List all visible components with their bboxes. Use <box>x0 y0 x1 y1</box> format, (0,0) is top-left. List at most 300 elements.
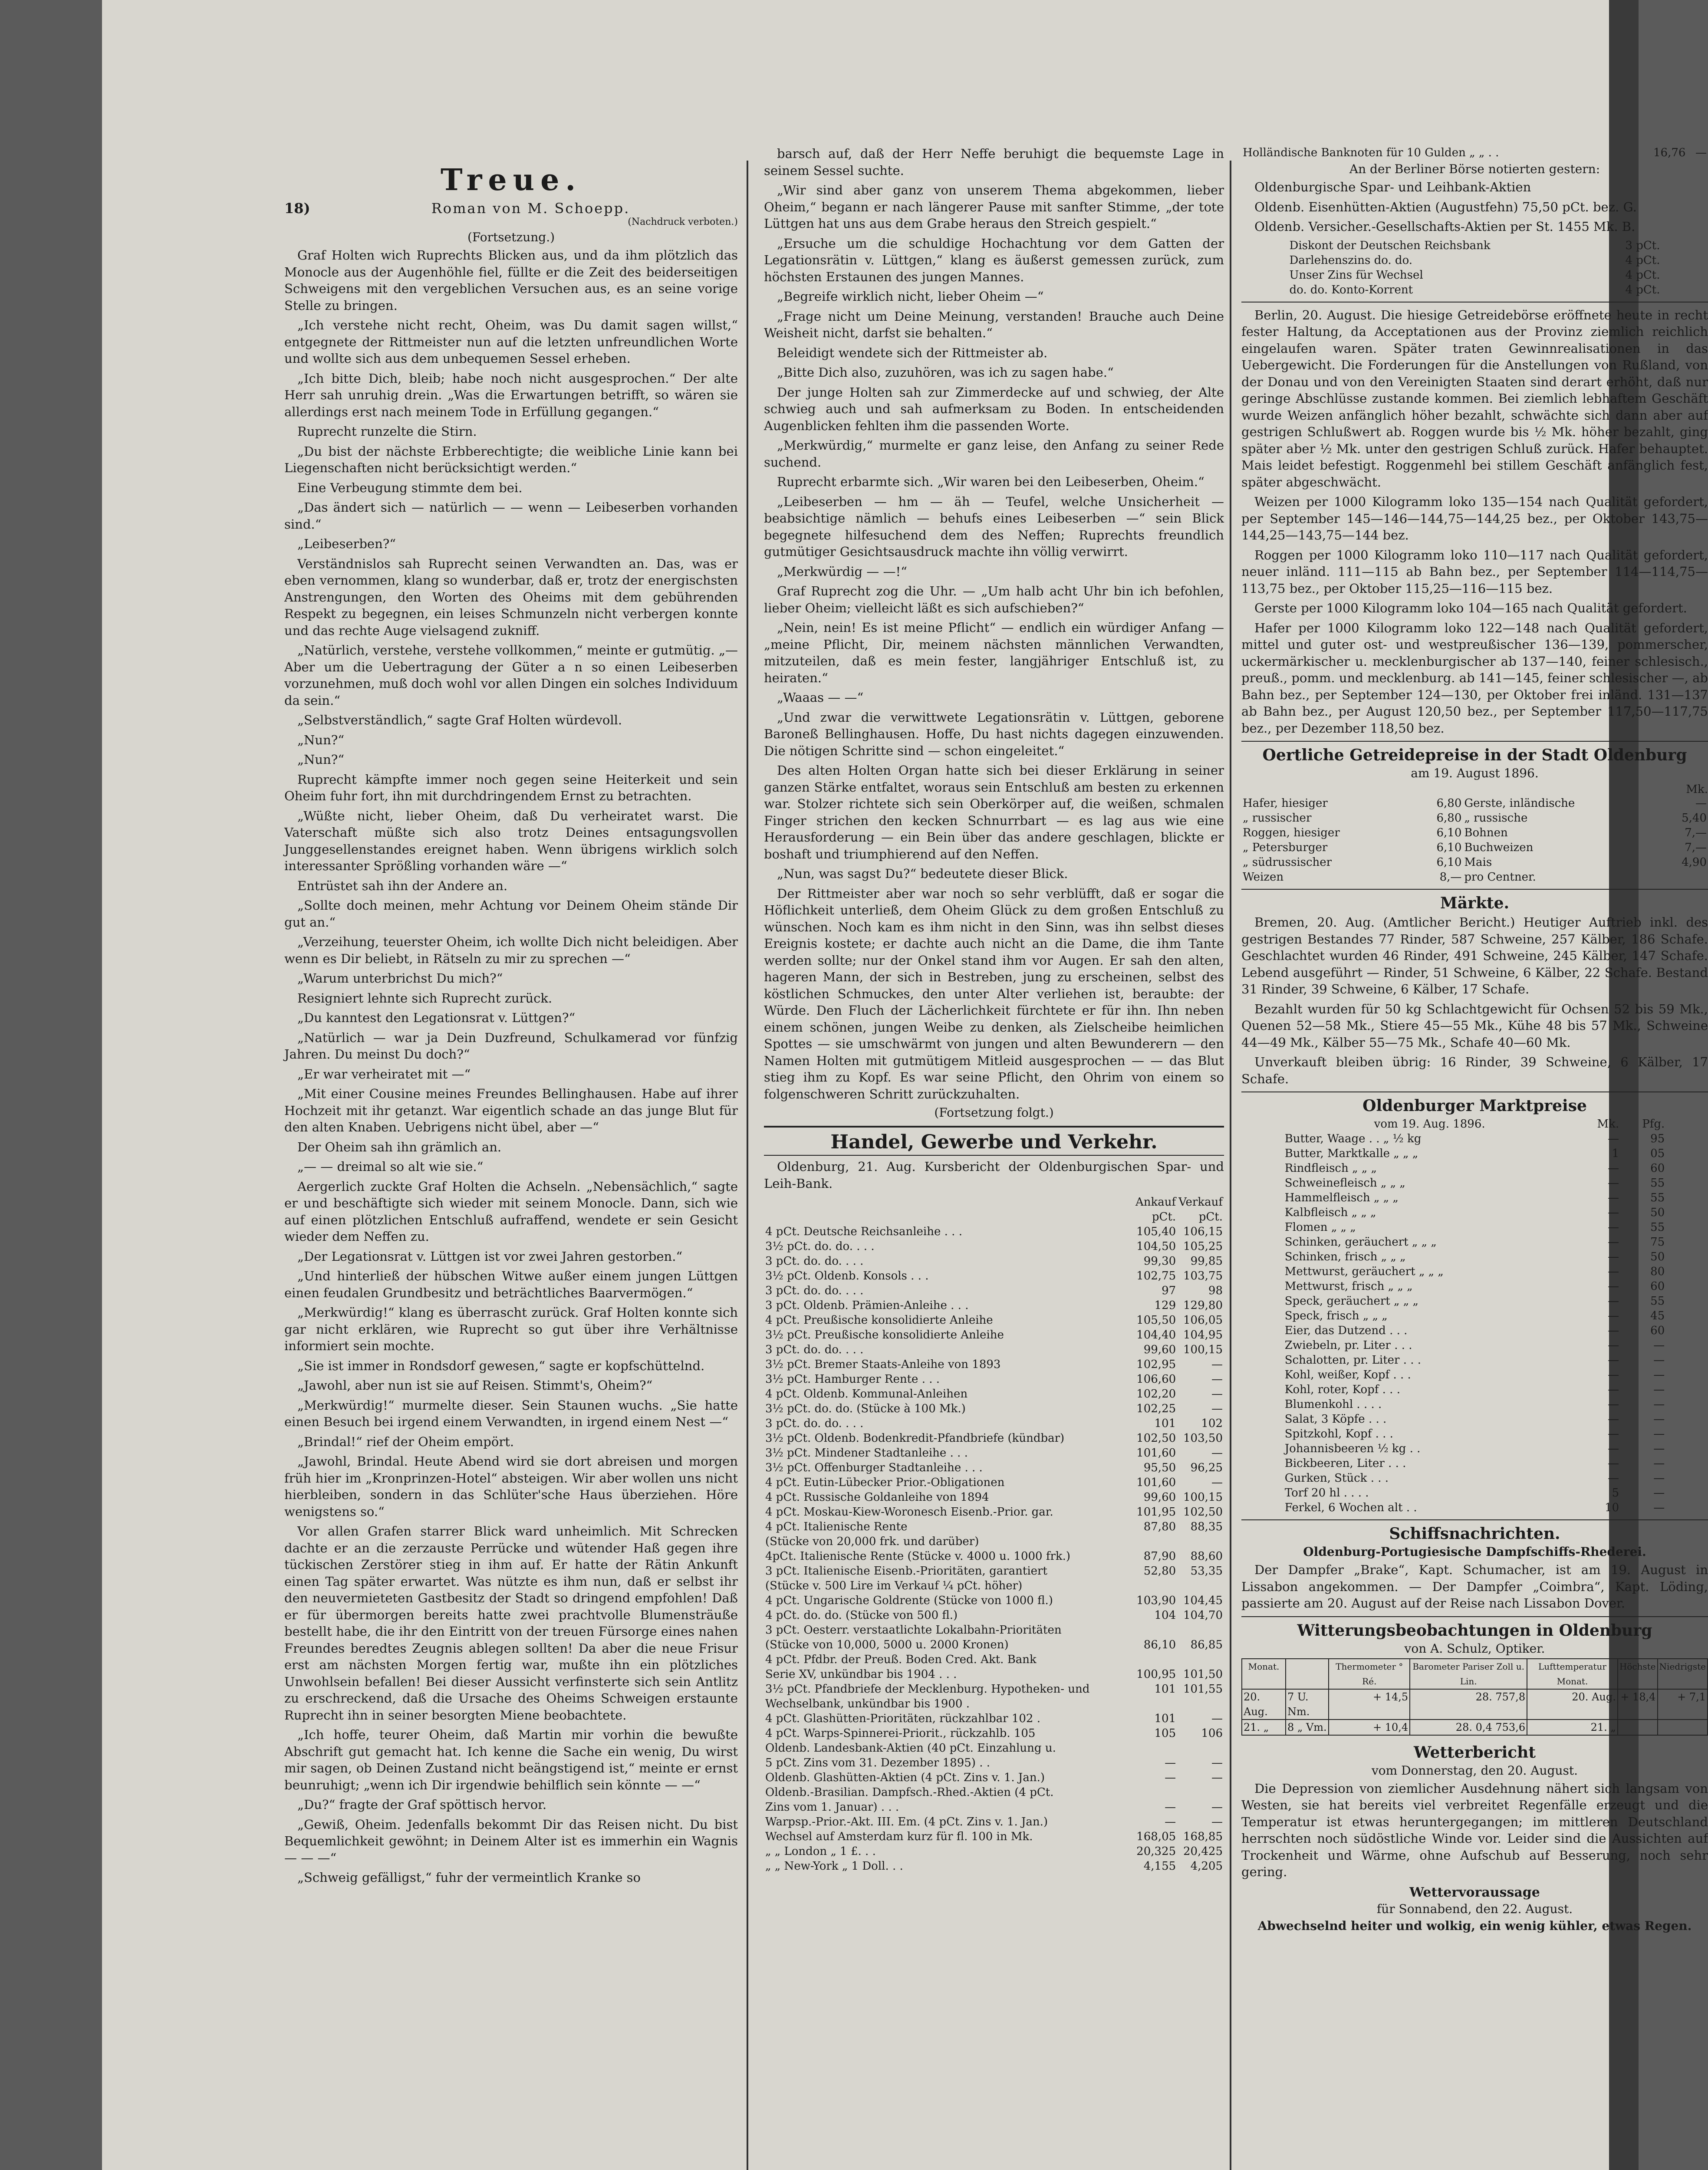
paragraph: „Ich bitte Dich, bleib; habe noch nicht ausgesprochen.“ Der alte Herr sah unruhig drein. „Was die Erwartungen betrifft, so wären sie allerdings erst nach meinem Tode in Erfüllung gegangen.“ <box>284 371 738 419</box>
table-cell: Darlehenszins do. do. <box>1289 253 1413 267</box>
table-cell: 106 <box>1201 1727 1223 1740</box>
table-row <box>1283 1412 1666 1427</box>
table-cell: 3½ pCt. do. do. (Stücke à 100 Mk.) <box>765 1402 966 1415</box>
table-cell: „ „ London „ 1 £. . . <box>765 1845 876 1858</box>
table-row <box>764 1844 1224 1859</box>
table-row <box>1288 268 1662 283</box>
paragraph: „Brindal!“ rief der Oheim empört. <box>297 1434 514 1449</box>
table-cell: 4 pCt. do. do. (Stücke von 500 fl.) <box>765 1609 958 1622</box>
paragraph: Oldenb. Eisenhütten-Aktien (Augustfehn) 75,50 pCt. bez. G. <box>1254 199 1637 214</box>
table-cell: — <box>1608 1236 1619 1249</box>
paragraph: Resigniert lehnte sich Ruprecht zurück. <box>297 990 553 1006</box>
table-cell: 4 pCt. Ungarische Goldrente (Stücke von 1000 fl.) <box>765 1594 1053 1607</box>
table-cell: Eier, das Dutzend . . . <box>1284 1324 1408 1337</box>
table-cell: — <box>1608 1162 1619 1175</box>
table-header <box>1242 1659 1708 1689</box>
table-row <box>1283 1249 1666 1264</box>
table-cell: 103,50 <box>1183 1432 1223 1445</box>
table-cell: 4 pCt. Pfdbr. der Preuß. Boden Cred. Akt. Bank <box>765 1653 1037 1666</box>
table-cell: Butter, Marktkalle „ „ „ <box>1284 1147 1418 1160</box>
table-cell: — <box>1608 1221 1619 1234</box>
table-cell: (Stücke v. 500 Lire im Verkauf ¼ pCt. höher) <box>765 1579 1023 1592</box>
table-cell: 104,95 <box>1183 1328 1223 1341</box>
table-cell: Kalbfleisch „ „ „ <box>1284 1206 1376 1219</box>
table-header-cell <box>1286 1659 1329 1689</box>
divider <box>1241 1616 1708 1617</box>
table-cell: — <box>1165 1801 1176 1814</box>
continuation-note: (Fortsetzung.) <box>467 230 555 244</box>
paragraph: „Merkwürdig — —!“ <box>777 564 907 579</box>
table-cell: 105 <box>1154 1727 1176 1740</box>
table-cell: — <box>1165 1756 1176 1769</box>
paragraph: „Wir sind aber ganz von unserem Thema abgekommen, lieber Oheim,“ begann er nach längerer Pause mit sanfter Stimme, „der tote Lüttgen hat uns aus dem Grabe heraus den Streich gespielt.“ <box>764 183 1224 231</box>
table-cell <box>1134 1578 1177 1593</box>
table-cell: 129 <box>1154 1299 1176 1312</box>
table-cell: 100,15 <box>1183 1491 1223 1504</box>
table-row <box>764 1490 1224 1505</box>
table-row <box>1283 1427 1666 1441</box>
table-row <box>1283 1441 1666 1456</box>
table-cell: Serie XV, unkündbar bis 1904 . . . <box>765 1668 957 1681</box>
paragraph: „Der Legationsrat v. Lüttgen ist vor zwei Jahren gestorben.“ <box>297 1249 683 1264</box>
to-be-continued: (Fortsetzung folgt.) <box>934 1105 1054 1120</box>
table-cell: — <box>1695 797 1707 810</box>
table-cell: — <box>1653 1501 1665 1514</box>
table-row <box>1283 1235 1666 1249</box>
table-row <box>1288 238 1662 253</box>
table-cell: — <box>1608 1309 1619 1322</box>
table-header-cell <box>764 1210 1134 1224</box>
paragraph: Bezahlt wurden für 50 kg Schlachtgewicht für Ochsen 52 bis 59 Mk., Quenen 52—58 Mk., Stiere 45—55 Mk., Kühe 48 bis 57 Mk., Schweine 44—49 Mk., Kälber 55—75 Mk., Schafe 40—60 Mk. <box>1241 1001 1708 1050</box>
paragraph: „Sollte doch meinen, mehr Achtung vor Deinem Oheim stände Dir gut an.“ <box>284 898 738 930</box>
table-row <box>1283 1131 1666 1146</box>
table-row <box>764 1239 1224 1254</box>
table-cell: 101,55 <box>1183 1683 1223 1696</box>
table-row <box>764 1224 1224 1239</box>
table-row <box>764 1401 1224 1416</box>
paragraph: „Mit einer Cousine meines Freundes Bellinghausen. Habe auf ihrer Hochzeit mit ihr getanzt. War eigentlich schade an das junge Blut für den alten Knaben. Uebrigens nicht übel, aber —“ <box>284 1086 738 1134</box>
paragraph: „Merkwürdig!“ klang es überrascht zurück. Graf Holten konnte sich gar nicht erklären, wie Ruprecht so gut über ihre Verhältnisse informiert sein mochte. <box>284 1305 738 1353</box>
table-cell: 101 <box>1154 1712 1176 1725</box>
table-cell <box>1177 1785 1224 1800</box>
table-row <box>764 1328 1224 1342</box>
table-header-cell: Mk. <box>1597 1118 1619 1131</box>
table-cell: Oldenb. Glashütten-Aktien (4 pCt. Zins v. 1. Jan.) <box>765 1771 1045 1784</box>
table-cell: 106,15 <box>1183 1225 1223 1238</box>
novel-author: Roman von M. Schoepp. <box>431 200 630 217</box>
paragraph: Oldenburgische Spar- und Leihbank-Aktien <box>1254 180 1531 194</box>
table-row <box>1241 796 1708 811</box>
paragraph: Graf Ruprecht zog die Uhr. — „Um halb acht Uhr bin ich befohlen, lieber Oheim; vielleicht läßt es sich aufschieben?“ <box>764 584 1224 615</box>
table-cell <box>1134 1652 1177 1667</box>
table-row <box>764 1593 1224 1608</box>
table-cell: 102,75 <box>1136 1269 1176 1282</box>
paragraph: „Jawohl, Brindal. Heute Abend wird sie dort abreisen und morgen früh hier im „Kronprinzen-Hotel“ absteigen. Wir aber wollen uns nicht hierbleiben, sondern in das Schlüter'sche Haus überziehen. Höre wenigstens so.“ <box>284 1454 738 1519</box>
column-rule <box>1230 161 1231 2170</box>
shipping-news-text: Der Dampfer „Brake“, Kapt. Schumacher, ist am 19. August in Lissabon angekommen. — Der Dampfer „Coimbra“, Kapt. Löding, passierte am 20. August auf der Reise nach Lissabon Dover. <box>1241 1562 1708 1611</box>
table-row <box>1283 1220 1666 1235</box>
paragraph: Vor allen Grafen starrer Blick ward unheimlich. Mit Schrecken dachte er an die zerzauste Perrücke und wütender Haß gegen ihre tückischen Zerstörer stieg in ihm auf. Er hatte der Rätin Ankunft einen Tag später erwartet. Was nützte es ihm nun, daß er selbst ihr den neuvermieteten Gastbesitz der Stadt so dringend empfohlen! Daß er für übermorgen bereits hatte zwei prachtvolle Blumensträuße bestellt habe, die ihr den Eintritt von der treuen Fürsorge eines nahen Freundes beredtes Zeugnis ablegen sollten! Da aber die neue Frisur erst am nächsten Morgen fertig war, mußte ihn ein plötzliches Unwohlsein befallen! Bei dieser Aussicht verfinsterte sich sein Antlitz zu erschreckend, daß die Ursache des Oheims Schweigen erstaunte Ruprecht ihn in seiner besorgten Miene beobachtete. <box>284 1524 738 1723</box>
paragraph: „Nun, was sagst Du?“ bedeutete dieser Blick. <box>777 866 1068 881</box>
local-grain-prices-date: am 19. August 1896. <box>1411 766 1539 780</box>
paragraph: „Ersuche um die schuldige Hochachtung vor dem Gatten der Legationsrätin v. Lüttgen,“ klang es äußerst gemessen zurück, zum höchsten Erstaunen des jungen Mannes. <box>764 236 1224 284</box>
table-cell: 3 pCt. do. do. . . . <box>765 1255 864 1268</box>
table-cell: 99,30 <box>1143 1255 1176 1268</box>
paragraph: Gerste per 1000 Kilogramm loko 104—165 nach Qualität gefordert. <box>1254 601 1687 615</box>
table-cell: — <box>1653 1354 1665 1367</box>
table-cell: (Stücke von 20,000 frk. und darüber) <box>765 1535 979 1548</box>
table-cell: Ferkel, 6 Wochen alt . . <box>1284 1501 1417 1514</box>
table-cell: Hammelfleisch „ „ „ <box>1284 1191 1399 1204</box>
table-cell: 60 <box>1650 1162 1665 1175</box>
paragraph: „Das ändert sich — natürlich — — wenn — Leibeserben vorhanden sind.“ <box>284 500 738 532</box>
table-row <box>764 1652 1224 1667</box>
table-cell <box>1177 1623 1224 1637</box>
table-cell: Salat, 3 Köpfe . . . <box>1284 1413 1387 1426</box>
table-cell: — <box>1211 1387 1223 1401</box>
paragraph: „Nun?“ <box>297 732 345 747</box>
novel-text-continued <box>764 145 1224 1102</box>
table-cell: 102,50 <box>1136 1432 1176 1445</box>
table-row <box>764 1519 1224 1534</box>
table-row <box>764 1726 1224 1741</box>
table-cell: Spitzkohl, Kopf . . . <box>1284 1427 1393 1440</box>
interest-rate-table <box>1288 238 1662 297</box>
table-cell: 28. 0,4 753,6 <box>1410 1720 1527 1735</box>
weather-report-date: vom Donnerstag, den 20. August. <box>1371 1763 1578 1778</box>
berlin-exchange-intro: An der Berliner Börse notierten gestern: <box>1349 162 1600 176</box>
table-cell: 6,80 <box>1436 812 1462 825</box>
paragraph: „Begreife wirklich nicht, lieber Oheim —“ <box>777 289 1044 304</box>
table-cell: 4 pCt. <box>1625 253 1660 267</box>
paragraph: „Ich hoffe, teurer Oheim, daß Martin mir vorhin die bewußte Abschrift gut gemacht hat. Ich kenne die Sache ein wenig, Du wirst mir sagen, ob Deinen Zustand nicht beängstigend ist,“ meinte er ernst beunruhigt; „wenn ich Dir irgendwie behilflich sein könnte — —“ <box>284 1727 738 1792</box>
table-cell: 88,60 <box>1190 1550 1223 1563</box>
table-cell: — <box>1211 1402 1223 1415</box>
table-cell: Wechsel auf Amsterdam kurz für fl. 100 in Mk. <box>765 1830 1033 1843</box>
table-cell: 3½ pCt. Preußische konsolidierte Anleihe <box>765 1328 1004 1341</box>
paragraph: Ruprecht runzelte die Stirn. <box>297 424 477 439</box>
paragraph: „Natürlich, verstehe, verstehe vollkommen,“ meinte er gutmütig. „— Aber um die Uebertragung der Güter a n so einen Leibeserben vorzunehmen, muß doch wohl vor allen Dingen ein solches Individuum da sein.“ <box>284 643 738 708</box>
table-row <box>1283 1456 1666 1471</box>
table-cell: 55 <box>1650 1295 1665 1308</box>
paragraph: Ruprecht kämpfte immer noch gegen seine Heiterkeit und sein Oheim fuhr fort, ihn mit durchdringendem Ernst zu betrachten. <box>284 772 738 803</box>
table-header-cell <box>764 1195 1134 1210</box>
table-row <box>1241 825 1708 840</box>
table-cell: Kohl, roter, Kopf . . . <box>1284 1383 1400 1396</box>
table-row <box>764 1682 1224 1711</box>
table-cell: + 10,4 <box>1329 1720 1410 1735</box>
table-cell: 6,80 <box>1436 797 1462 810</box>
table-cell: 104,45 <box>1183 1594 1223 1607</box>
table-cell: 4 pCt. Preußische konsolidierte Anleihe <box>765 1314 993 1327</box>
table-cell <box>1660 870 1708 884</box>
market-date: vom 19. Aug. 1896. <box>1374 1118 1485 1131</box>
table-row <box>764 1475 1224 1490</box>
price-unit: Mk. <box>1686 783 1708 796</box>
table-cell: Diskont der Deutschen Reichsbank <box>1289 239 1491 252</box>
table-cell: 7,— <box>1685 841 1707 854</box>
table-cell: 87,90 <box>1143 1550 1176 1563</box>
paragraph: Weizen per 1000 Kilogramm loko 135—154 nach Qualität gefordert, per September 145—146—144,75—144,25 bez., per Oktober 143,75—144,25—143,75—144 bez. <box>1241 494 1708 542</box>
table-row <box>1283 1471 1666 1486</box>
table-cell: 129,80 <box>1183 1299 1223 1312</box>
table-cell: 55 <box>1650 1191 1665 1204</box>
table-cell: — <box>1608 1383 1619 1396</box>
table-cell: — <box>1608 1324 1619 1337</box>
table-cell: 4 pCt. Italienische Rente <box>765 1520 908 1533</box>
table-cell: 86,10 <box>1143 1638 1176 1651</box>
table-header-cell: Barometer Pariser Zoll u. Lin. <box>1410 1659 1527 1689</box>
paragraph: Der junge Holten sah zur Zimmerdecke auf und schwieg, der Alte schwieg auch und sah aufmerksam zu Boden. In entscheidenden Augenblicken fehlten ihm die passenden Worte. <box>764 385 1224 433</box>
table-cell: — <box>1211 1358 1223 1371</box>
table-cell: Schinken, frisch „ „ „ <box>1284 1250 1406 1263</box>
paragraph: „Merkwürdig!“ murmelte dieser. Sein Staunen wuchs. „Sie hatte einen Besuch bei irgend einem Verwandten, in irgend einem Nest —“ <box>284 1397 738 1429</box>
table-row <box>764 1608 1224 1623</box>
paragraph: „Leibeserben — hm — äh — Teufel, welche Unsicherheit — beabsichtige nämlich — behufs eines Leibeserben —“ sein Blick begegnete hilfesuchend dem des Neffen; Ruprechts freundlich gutmütiger Gesichtsausdruck machte ihn völlig verwirrt. <box>764 494 1224 559</box>
paragraph: Unverkauft bleiben übrig: 16 Rinder, 39 Schweine, 6 Kälber, 17 Schafe. <box>1241 1055 1708 1086</box>
table-cell: 28. 757,8 <box>1410 1689 1527 1720</box>
table-row <box>1241 840 1708 855</box>
table-cell: 87,80 <box>1143 1520 1176 1533</box>
table-cell: — <box>1653 1427 1665 1440</box>
table-cell: — <box>1211 1712 1223 1725</box>
table-cell: — <box>1653 1339 1665 1352</box>
table-header-cell: pCt. <box>1198 1210 1223 1223</box>
weather-forecast-text: Abwechselnd heiter und wolkig, ein wenig kühler, etwas Regen. <box>1257 1918 1692 1933</box>
table-row <box>1283 1368 1666 1382</box>
table-cell: pro Centner. <box>1464 871 1536 884</box>
table-cell: — <box>1608 1206 1619 1219</box>
table-cell: 103,90 <box>1136 1594 1176 1607</box>
novel-title: Treue. <box>440 163 582 197</box>
paragraph: Graf Holten wich Ruprechts Blicken aus, und da ihm plötzlich das Monocle aus der Augenhöhle fiel, füllte er die Zeit des beiderseitigen Schweigens mit den vergeblichen Versuchen aus, es an seine vorige Stelle zu bringen. <box>284 248 738 313</box>
table-cell: 1 <box>1612 1147 1619 1160</box>
table-cell <box>1177 1534 1224 1549</box>
table-cell: 20. Aug. <box>1242 1689 1286 1720</box>
table-cell: 4 pCt. Glashütten-Prioritäten, rückzahlbar 102 . <box>765 1712 1040 1725</box>
berlin-exchange-lines <box>1241 179 1708 235</box>
table-cell <box>1177 1652 1224 1667</box>
table-cell: 53,35 <box>1190 1565 1223 1578</box>
table-cell: + 14,5 <box>1329 1689 1410 1720</box>
table-cell: — <box>1211 1476 1223 1489</box>
table-cell: 45 <box>1650 1309 1665 1322</box>
table-header-cell: Monat. <box>1242 1659 1286 1689</box>
table-cell: 21. „ <box>1527 1720 1618 1735</box>
table-row <box>764 1623 1224 1637</box>
table-cell: Zwiebeln, pr. Liter . . . <box>1284 1339 1412 1352</box>
table-cell: — <box>1608 1442 1619 1455</box>
paragraph: Oldenb. Versicher.-Gesellschafts-Aktien per St. 1455 Mk. B. <box>1254 219 1636 234</box>
table-cell: 3 pCt. Oesterr. verstaatlichte Lokalbahn-Prioritäten <box>765 1624 1062 1637</box>
table-cell: 52,80 <box>1143 1565 1176 1578</box>
table-cell: 50 <box>1650 1206 1665 1219</box>
table-row <box>764 1637 1224 1652</box>
table-cell: Unser Zins für Wechsel <box>1289 268 1423 282</box>
table-cell: — <box>1653 1413 1665 1426</box>
table-row <box>764 1741 1224 1756</box>
table-cell: Oldenb.-Brasilian. Dampfsch.-Rhed.-Aktien (4 pCt. <box>765 1786 1054 1799</box>
table-cell: 3 pCt. Italienische Eisenb.-Prioritäten, garantiert <box>765 1565 1047 1578</box>
table-cell: 101 <box>1154 1417 1176 1430</box>
table-cell: — <box>1653 1442 1665 1455</box>
table-row <box>1283 1382 1666 1397</box>
table-row <box>764 1770 1224 1785</box>
table-cell: — <box>1608 1368 1619 1381</box>
weather-report-text: Die Depression von ziemlicher Ausdehnung nähert sich langsam von Westen, sie hat bereits viel verbreitet Regenfälle erzeugt und die Temperatur ist etwas heruntergegangen; im mittleren Deutschland herrschten noch südöstliche Winde vor. Leider sind die Aussichten auf Trockenheit und Wärme, ohne Aufschub auf Besserung, noch sehr gering. <box>1241 1781 1708 1879</box>
paragraph: „Jawohl, aber nun ist sie auf Reisen. Stimmt's, Oheim?“ <box>297 1378 653 1393</box>
table-cell: 102 <box>1201 1417 1223 1430</box>
table-cell: — <box>1608 1427 1619 1440</box>
table-cell: Schalotten, pr. Liter . . . <box>1284 1354 1422 1367</box>
banknote-row <box>1241 145 1708 160</box>
exchange-report-intro: Oldenburg, 21. Aug. Kursbericht der Oldenburgischen Spar- und Leih-Bank. <box>764 1159 1224 1191</box>
table-cell: 3½ pCt. Oldenb. Konsols . . . <box>765 1269 929 1282</box>
paragraph: „Wüßte nicht, lieber Oheim, daß Du verheiratet warst. Die Vaterschaft müßte sich also trotz Deines entsagungsvollen Junggesellenstandes ereignet haben. Wenn übrigens wirklich solch interessanter Sprößling vorhanden wäre —“ <box>284 808 738 873</box>
paragraph: Der Rittmeister aber war noch so sehr verblüfft, daß er sogar die Höflichkeit unterließ, dem Oheim Glück zu dem großen Entschluß zu wünschen. Noch kam es ihm nicht in den Sinn, was ihn selbst dieses Ereignis kostete; er dachte auch nicht an die Dame, die ihm Tante werden sollte; nur der Onkel stand ihm vor Augen. Er sah den alten, hageren Mann, der sich in Bestreben, jung zu erscheinen, selbst des köstlichen Schmuckes, den unter Alter verliehen ist, beraubte: der Würde. Den Fluch der Lächerlichkeit fürchtete er für ihn. Ihn neben einem schönen, jungen Weibe zu denken, als Zielscheibe heimlichen Spottes — sie umschwärmt von jungen und alten Bewunderern — den Namen Holten mit gutmütigem Mitleid ausgesprochen — — das Blut stieg ihm zu Kopf. Es war seine Pflicht, den Ohrim von einem so folgenschweren Schritt zurückzuhalten. <box>764 886 1224 1101</box>
table-row <box>764 1505 1224 1519</box>
column-novel-and-finance <box>764 145 1224 1874</box>
table-cell: — <box>1608 1354 1619 1367</box>
table-row <box>1283 1176 1666 1190</box>
table-cell: 21. „ <box>1242 1720 1286 1735</box>
table-cell: 5,40 <box>1682 812 1707 825</box>
table-header <box>1283 1117 1666 1131</box>
paragraph: „Du?“ fragte der Graf spöttisch hervor. <box>297 1797 547 1812</box>
table-row <box>764 1269 1224 1283</box>
table-cell: Blumenkohl . . . . <box>1284 1398 1382 1411</box>
table-cell: 4 pCt. <box>1625 283 1660 296</box>
table-cell: 3 pCt. do. do. . . . <box>765 1284 864 1297</box>
table-row <box>1283 1323 1666 1338</box>
table-cell: Bickbeeren, Liter . . . <box>1284 1457 1406 1470</box>
table-cell: 102,50 <box>1183 1506 1223 1519</box>
table-cell: 16,76 <box>1653 146 1686 159</box>
table-cell: Mettwurst, geräuchert „ „ „ <box>1284 1265 1444 1278</box>
paragraph: „Und hinterließ der hübschen Witwe außer einem jungen Lüttgen einen feudalen Grundbesitz und beträchtliches Baarvermögen.“ <box>284 1269 738 1300</box>
table-cell <box>1658 1720 1708 1735</box>
table-cell: 6,10 <box>1436 856 1462 869</box>
table-cell: 3 pCt. do. do. . . . <box>765 1343 864 1356</box>
table-cell: 101,50 <box>1183 1668 1223 1681</box>
table-cell: — <box>1653 1368 1665 1381</box>
table-cell: — <box>1608 1413 1619 1426</box>
table-cell: 4 pCt. Eutin-Lübecker Prior.-Obligationen <box>765 1476 1005 1489</box>
table-cell: Bohnen <box>1464 826 1508 839</box>
table-cell: — <box>1211 1373 1223 1386</box>
table-row <box>1283 1309 1666 1323</box>
table-cell: 99,60 <box>1143 1491 1176 1504</box>
paragraph: „Bitte Dich also, zuzuhören, was ich zu sagen habe.“ <box>777 365 1114 380</box>
paragraph: „Merkwürdig,“ murmelte er ganz leise, den Anfang zu seiner Rede suchend. <box>764 438 1224 470</box>
column-rule <box>747 161 748 2170</box>
table-cell: 98 <box>1208 1284 1223 1297</box>
table-cell: Oldenb. Landesbank-Aktien (40 pCt. Einzahlung u. <box>765 1742 1056 1755</box>
paragraph: „Waaas — —“ <box>777 690 864 705</box>
table-cell: 8 „ Vm. <box>1286 1720 1329 1735</box>
table-cell: 50 <box>1650 1250 1665 1263</box>
table-cell: — <box>1653 1457 1665 1470</box>
table-cell: 7,— <box>1685 826 1707 839</box>
table-cell: Gurken, Stück . . . <box>1284 1472 1389 1485</box>
table-cell: 6,10 <box>1436 841 1462 854</box>
paragraph: „Nein, nein! Es ist meine Pflicht“ — endlich ein würdiger Anfang — „meine Pflicht, Dir, meinem nächsten männlichen Verwandten, mitzuteilen, daß es mein fester, langjähriger Entschluß ist, zu heiraten.“ <box>764 620 1224 685</box>
table-cell: 80 <box>1650 1265 1665 1278</box>
table-cell: 4 pCt. Warps-Spinnerei-Priorit., rückzahlb. 105 <box>765 1727 1036 1740</box>
table-cell: Mettwurst, frisch „ „ „ <box>1284 1280 1413 1293</box>
table-cell: — <box>1165 1771 1176 1784</box>
table-cell: Johannisbeeren ½ kg . . <box>1284 1442 1421 1455</box>
table-cell: 95,50 <box>1143 1461 1176 1474</box>
table-cell: 4 pCt. Russische Goldanleihe von 1894 <box>765 1491 989 1504</box>
table-row <box>1283 1205 1666 1220</box>
table-row <box>764 1785 1224 1800</box>
table-cell: 88,35 <box>1190 1520 1223 1533</box>
table-row <box>764 1431 1224 1446</box>
table-row <box>1283 1161 1666 1176</box>
table-cell <box>1134 1741 1177 1756</box>
table-cell: Speck, geräuchert „ „ „ <box>1284 1295 1418 1308</box>
table-row <box>1283 1500 1666 1515</box>
table-header-cell: Niedrigste <box>1658 1659 1708 1689</box>
table-row <box>1283 1190 1666 1205</box>
table-cell: 3½ pCt. Bremer Staats-Anleihe von 1893 <box>765 1358 1001 1371</box>
table-row <box>1283 1338 1666 1353</box>
table-row <box>764 1416 1224 1431</box>
table-cell: 96,25 <box>1190 1461 1223 1474</box>
table-cell: 105,50 <box>1136 1314 1176 1327</box>
table-cell: Schweinefleisch „ „ „ <box>1284 1177 1405 1190</box>
table-cell: 5 pCt. Zins vom 31. Dezember 1895) . . <box>765 1756 990 1769</box>
table-row <box>1241 811 1708 825</box>
paragraph: Des alten Holten Organ hatte sich bei dieser Erklärung in seiner ganzen Stärke entfaltet, woraus sein Entschluß am besten zu erkennen war. Stolzer richtete sich sein Oberkörper auf, die weißen, schmalen Finger strichen den kecken Schnurrbart — es lag aus wie eine Herausforderung — ein Bein über das andere geschlagen, blickte er boshaft und triumphierend auf den Neffen. <box>764 763 1224 861</box>
table-row <box>764 1578 1224 1593</box>
table-header-units <box>764 1210 1224 1224</box>
table-cell: Speck, frisch „ „ „ <box>1284 1309 1388 1322</box>
table-cell: — <box>1653 1398 1665 1411</box>
table-cell: 106,05 <box>1183 1314 1223 1327</box>
table-cell: 99,85 <box>1190 1255 1223 1268</box>
table-cell: 168,05 <box>1136 1830 1176 1843</box>
table-cell: — <box>1211 1447 1223 1460</box>
table-cell: — <box>1608 1280 1619 1293</box>
paragraph: Bremen, 20. Aug. (Amtlicher Bericht.) Heutiger Auftrieb inkl. des gestrigen Bestandes 77 Rinder, 587 Schweine, 257 Kälber, 186 Schafe. Geschlachtet wurden 46 Rinder, 491 Schweine, 245 Kälber, 147 Schafe. Lebend ausgeführt — Rinder, 51 Schweine, 6 Kälber, 22 Schafe. Bestand 31 Rinder, 39 Schweine, 6 Kälber, 17 Schafe. <box>1241 915 1708 996</box>
table-cell: 102,25 <box>1136 1402 1176 1415</box>
table-row <box>764 1298 1224 1313</box>
table-cell: 3½ pCt. Offenburger Stadtanleihe . . . <box>765 1461 983 1474</box>
paragraph: „Du bist der nächste Erbberechtigte; die weibliche Linie kann bei Liegenschaften nicht berücksichtigt werden.“ <box>284 444 738 475</box>
table-cell: 86,85 <box>1190 1638 1223 1651</box>
table-cell: — <box>1608 1177 1619 1190</box>
table-cell <box>1177 1578 1224 1593</box>
table-row <box>764 1859 1224 1874</box>
shipping-company: Oldenburg-Portugiesische Dampfschiffs-Rhederei. <box>1303 1545 1646 1559</box>
table-cell: 20,425 <box>1183 1845 1223 1858</box>
table-cell: 3½ pCt. Mindener Stadtanleihe . . . <box>765 1447 968 1460</box>
market-price-table <box>1283 1117 1666 1515</box>
table-cell: 101,60 <box>1136 1447 1176 1460</box>
table-cell: 100,95 <box>1136 1668 1176 1681</box>
table-cell: „ „ New-York „ 1 Doll. . . <box>765 1860 903 1873</box>
table-row <box>1288 283 1662 297</box>
paragraph: Ruprecht erbarmte sich. „Wir waren bei den Leibeserben, Oheim.“ <box>777 474 1204 489</box>
table-cell: 20,325 <box>1136 1845 1176 1858</box>
table-cell: 168,85 <box>1183 1830 1223 1843</box>
table-cell: Roggen, hiesiger <box>1243 826 1340 839</box>
table-row <box>764 1534 1224 1549</box>
table-row <box>764 1756 1224 1770</box>
table-row <box>764 1815 1224 1829</box>
